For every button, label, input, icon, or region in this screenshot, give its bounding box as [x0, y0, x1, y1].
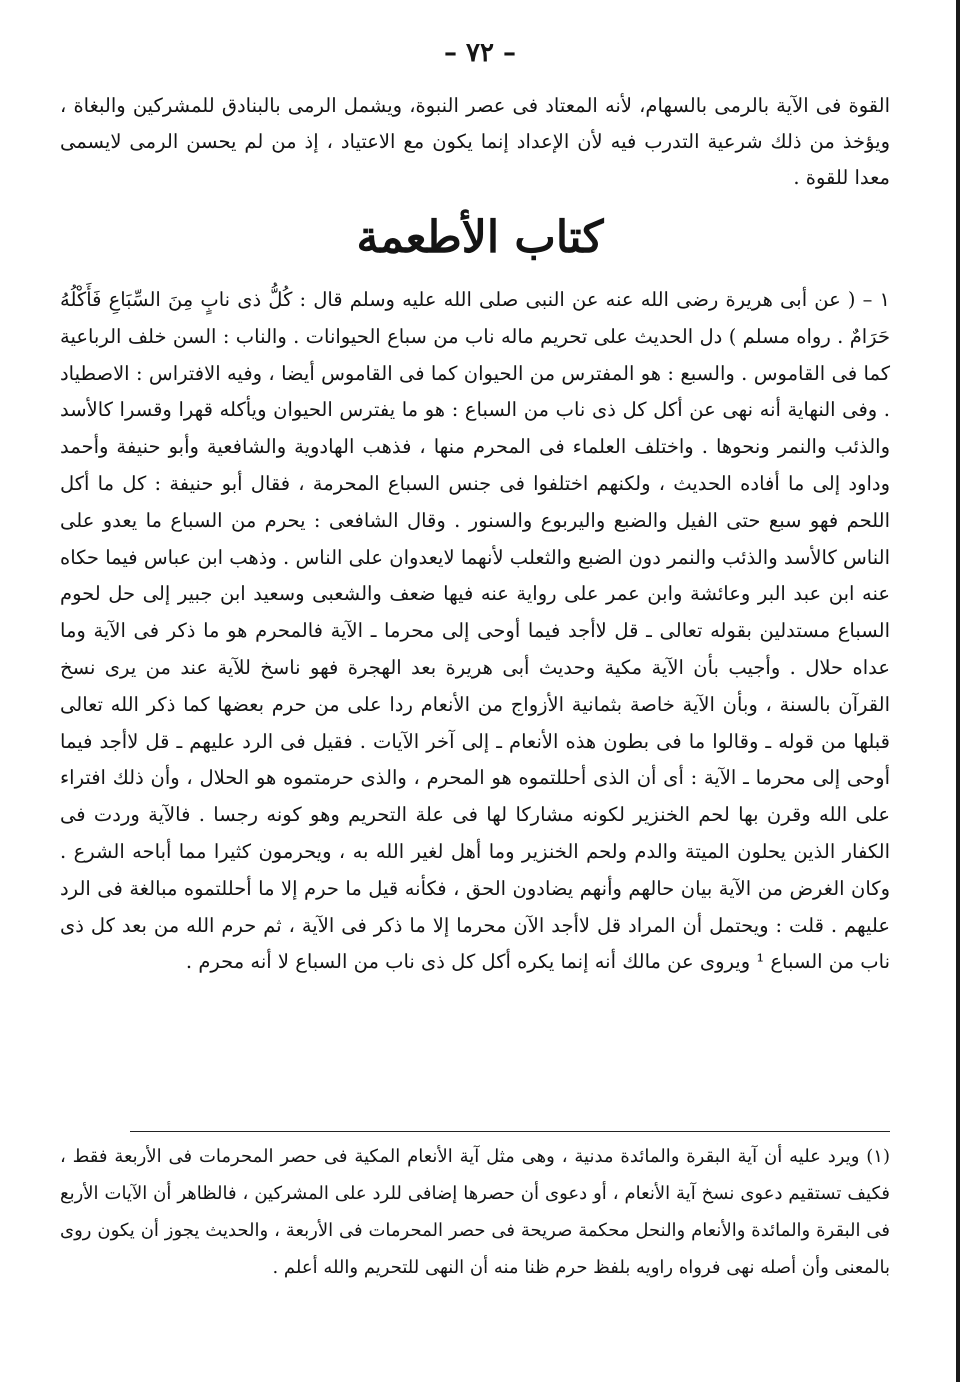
footnote: [60, 1138, 890, 1286]
footnote-text: (١) ويرد عليه أن آية البقرة والمائدة مدنية ، وهى مثل آية الأنعام المكية فى حصر المحرمات فى الأربعة فقط ، فكيف تستقيم دعوى نسخ آية الأنعام ، أو دعوى أن حصرها إضافى للرد على المشركين ، فالظاهر أن الآيات الأربع فى البقرة والمائدة والأنعام والنحل محكمة صريحة فى حصر المحرمات فى الأربعة ، والحديث يجوز أن يكون روى بالمعنى وأن أصله نهى فرواه راويه بلفظ حرم ظنا منه أن النهى للتحريم والله أعلم .: [60, 1146, 890, 1278]
main-paragraph-text: ١ – ( عن أبى هريرة رضى الله عنه عن النبى صلى الله عليه وسلم قال : كُلُّ ذى نابٍ مِنَ السِّبَاعِ فَأَكْلُهُ حَرَامٌ . رواه مسلم ) دل الحديث على تحريم ماله ناب من سباع الحيوانات . والناب : السن خلف الرباعية كما فى القاموس . والسبع : هو المفترس من الحيوان كما فى القاموس أيضا ، وفيه الافتراس : الاصطياد . وفى النهاية أنه نهى عن أكل كل ذى ناب من السباع : هو ما يفترس الحيوان ويأكله قهرا وقسرا كالأسد والذئب والنمر ونحوها . واختلف العلماء فى المحرم منها ، فذهب الهادوية والشافعية وأبو حنيفة وأحمد وداود إلى ما أفاده الحديث ، ولكنهم اختلفوا فى جنس السباع المحرمة ، فقال أبو حنيفة : كل ما أكل اللحم فهو سبع حتى الفيل والضبع واليربوع والسنور . وقال الشافعى : يحرم من السباع ما يعدو على الناس كالأسد والذئب والنمر دون الضبع والثعلب لأنهما لايعدوان على الناس . وذهب ابن عباس فيما حكاه عنه ابن عبد البر وعائشة وابن عمر على رواية عنه فيها ضعف والشعبى وسعيد ابن جبير إلى حل لحوم السباع مستدلين بقوله تعالى ـ قل لاأجد فيما أوحى إلى محرما ـ الآية فالمحرم هو ما ذكر فى الآية وما عداه حلال . وأجيب بأن الآية مكية وحديث أبى هريرة بعد الهجرة فهو ناسخ للآية عند من يرى نسخ القرآن بالسنة ، وبأن الآية خاصة بثمانية الأزواج من الأنعام ردا على من حرم بعضها كما ذكر الله تعالى قبلها من قوله ـ وقالوا ما فى بطون هذه الأنعام ـ إلى آخر الآيات . فقيل فى الرد عليهم ـ قل لاأجد فيما أوحى إلى محرما ـ الآية : أى أن الذى أحللتموه هو المحرم ، والذى حرمتموه هو الحلال ، وأن ذلك افتراء على الله وقرن بها لحم الخنزير لكونه مشاركا لها فى علة التحريم وهو كونه رجسا . فالآية وردت فى الكفار الذين يحلون الميتة والدم ولحم الخنزير وما أهل لغير الله به ، ويحرمون كثيرا مما أباحه الشرع . وكان الغرض من الآية بيان حالهم وأنهم يضادون الحق ، فكأنه قيل ما حرم إلا ما أحللتموه مبالغة فى الرد عليهم . قلت : ويحتمل أن المراد قل لاأجد الآن محرما إلا ما ذكر فى الآية ، ثم حرم الله من بعد كل ذى ناب من السباع ¹ ويروى عن مالك أنه إنما يكره أكل كل ذى ناب من السباع لا أنه محرم .: [60, 288, 890, 974]
top-paragraph: [60, 88, 890, 196]
chapter-title: كتاب الأطعمة: [356, 212, 604, 263]
page-number: – ٧٢ –: [443, 38, 517, 68]
page-edge-line: [956, 0, 960, 1382]
footnote-divider: [130, 1131, 890, 1132]
main-paragraph: [60, 282, 890, 981]
top-paragraph-text: القوة فى الآية بالرمى بالسهام، لأنه المعتاد فى عصر النبوة، ويشمل الرمى بالبنادق للمشركين والبغاة ، ويؤخذ من ذلك شرعية التدرب فيه لأن الإعداد إنما يكون مع الاعتياد ، إذ من لم يحسن الرمى لايسمى معدا للقوة .: [60, 94, 890, 189]
